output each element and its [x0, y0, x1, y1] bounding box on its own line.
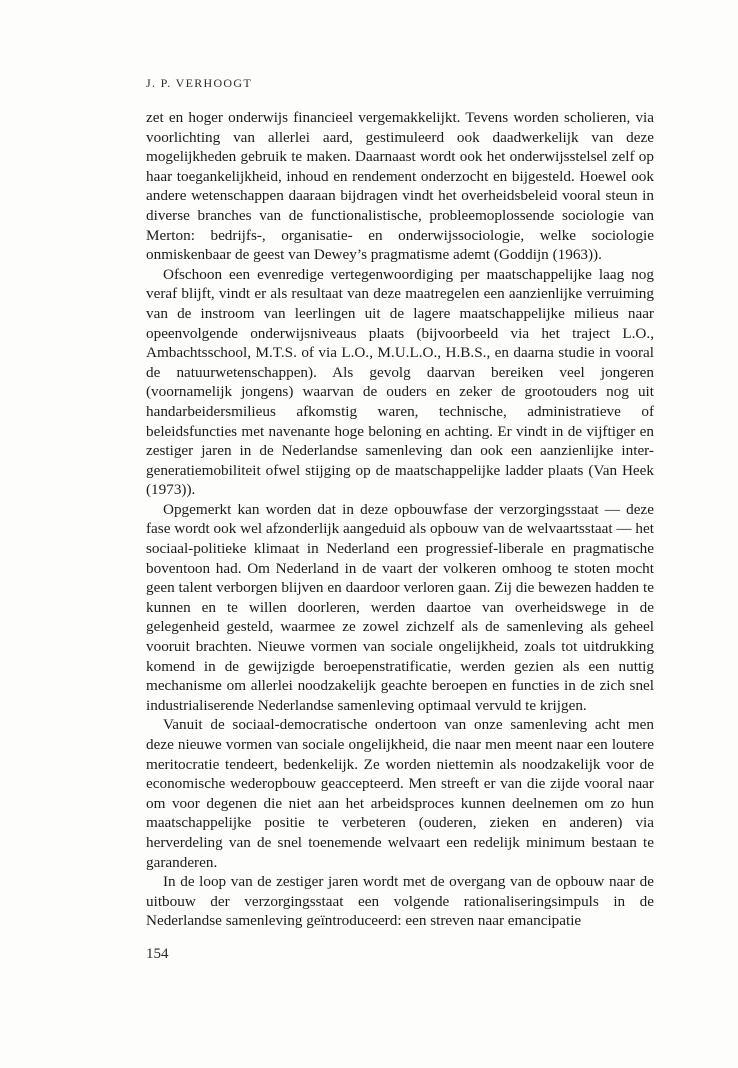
paragraph-2: Ofschoon een evenredige vertegenwoordiging per maatschappelijke laag nog veraf blijft, vindt er als resultaat van deze maatregelen een aanzienlijke verruiming van de instroom van leerlingen uit de lagere maatschappelijke milieus naar opeenvolgende onderwijsniveaus plaats (bijvoorbeeld via het traject L.O., Ambachtsschool, M.T.S. of via L.O., M.U.L.O., H.B.S., en daarna studie in vooral de natuurwetenschappen). Als gevolg daarvan bereiken veel jongeren (voornamelijk jongens) waarvan de ouders en zeker de grootouders nog uit handarbeidersmilieus afkomstig waren, technische, administratieve of beleidsfuncties met navenante hoge beloning en achting. Er vindt in de vijftiger en zestiger jaren in de Nederlandse samenleving dan ook een aanzienlijke inter-generatiemobiliteit ofwel stijging op de maatschappelijke ladder plaats (Van Heek (1973)). — [146, 265, 654, 499]
page-number: 154 — [146, 946, 169, 962]
running-head: J. P. VERHOOGT — [146, 76, 252, 90]
paragraph-4: Vanuit de sociaal-democratische ondertoon van onze samenleving acht men deze nieuwe vormen van sociale ongelijkheid, die naar men meent naar een loutere meritocratie tendeert, bedenkelijk. Ze worden niettemin als noodzakelijk voor de economische wederopbouw geaccepteerd. Men streeft er van die zijde vooral naar om voor degenen die niet aan het arbeidsproces kunnen deelnemen om zo hun maatschappelijke positie te verbeteren (ouderen, zieken en anderen) via herverdeling van de snel toenemende welvaart een redelijk minimum bestaan te garanderen. — [146, 716, 654, 871]
paragraph-1: zet en hoger onderwijs financieel vergemakkelijkt. Tevens worden scholieren, via voorlichting van allerlei aard, gestimuleerd ook daadwerkelijk van deze mogelijkheden gebruik te maken. Daarnaast wordt ook het onderwijsstelsel zelf op haar toegankelijkheid, inhoud en rendement onderzocht en bijgesteld. Hoewel ook andere wetenschappen daaraan bijdragen vindt het overheidsbeleid vooral steun in diverse branches van de functionalistische, probleemoplossende sociologie van Merton: bedrijfs-, organisatie- en onderwijssociologie, welke sociologie onmiskenbaar de geest van Dewey’s pragmatisme ademt (Goddijn (1963)). — [146, 109, 654, 264]
paragraph-3: Opgemerkt kan worden dat in deze opbouwfase der verzorgingsstaat — deze fase wordt ook wel afzonderlijk aangeduid als opbouw van de welvaartsstaat — het sociaal-politieke klimaat in Nederland een progressief-liberale en pragmatische boventoon had. Om Nederland in de vaart der volkeren omhoog te stoten mocht geen talent verborgen blijven en daardoor verloren gaan. Zij die bewezen hadden te kunnen en te willen doorleren, werden daartoe van overheidswege in de gelegenheid gesteld, waarmee ze zowel zichzelf als de samenleving als geheel vooruit brachten. Nieuwe vormen van sociale ongelijkheid, zoals tot uitdrukking komend in de gewijzigde beroepenstratificatie, werden gezien als een nuttig mechanisme om allerlei noodzakelijk geachte beroepen en functies in de zich snel industrialiserende Nederlandse samenleving optimaal vervuld te krijgen. — [146, 500, 654, 714]
paragraph-5: In de loop van de zestiger jaren wordt met de overgang van de opbouw naar de uitbouw der verzorgingsstaat een volgende rationaliseringsimpuls in de Nederlandse samenleving geïntroduceerd: een streven naar emancipatie — [146, 873, 654, 930]
body-text — [146, 108, 654, 931]
